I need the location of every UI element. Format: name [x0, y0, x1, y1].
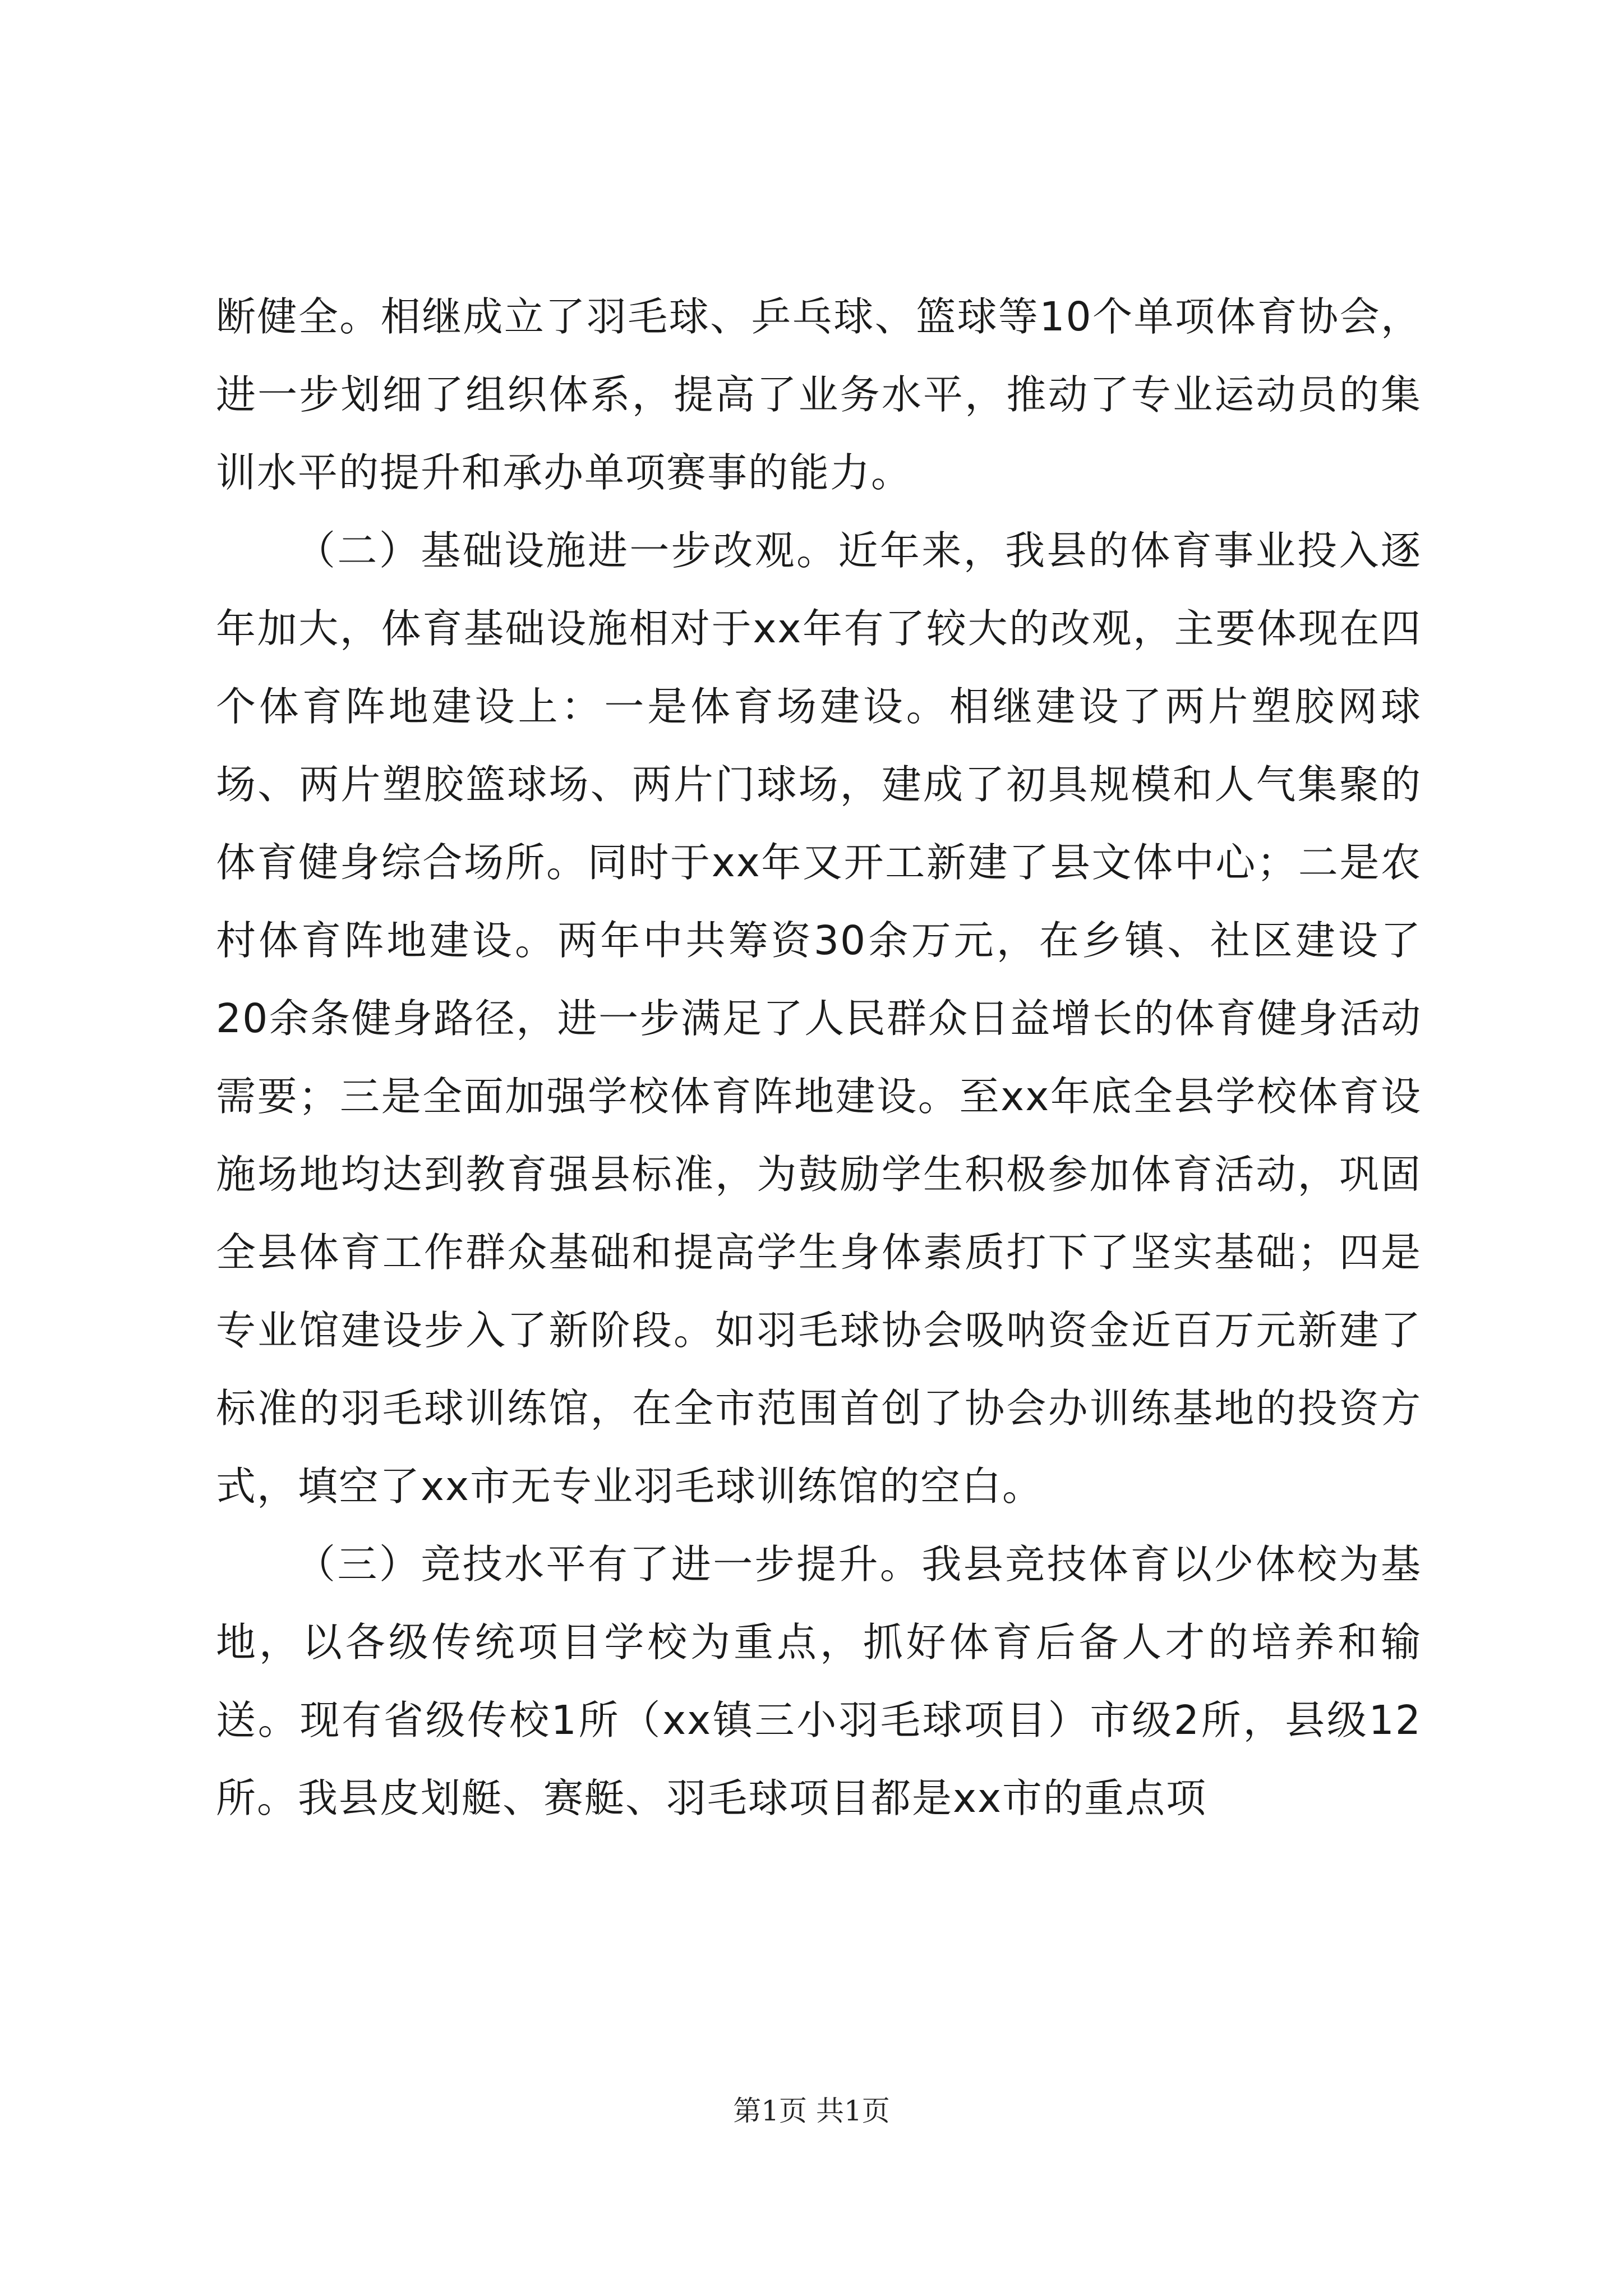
paragraph-3: （三）竞技水平有了进一步提升。我县竞技体育以少体校为基地，以各级传统项目学校为重点，抓好体育后备人才的培养和输送。现有省级传校1所（xx镇三小羽毛球项目）市级2所，县级12所。我县皮划艇、赛艇、羽毛球项目都是xx市的重点项	[216, 1541, 1422, 1821]
document-body	[216, 278, 1422, 1837]
paragraph-1: 断健全。相继成立了羽毛球、乒乓球、篮球等10个单项体育协会，进一步划细了组织体系，提高了业务水平，推动了专业运动员的集训水平的提升和承办单项赛事的能力。	[216, 293, 1422, 496]
paragraph-2: （二）基础设施进一步改观。近年来，我县的体育事业投入逐年加大，体育基础设施相对于xx年有了较大的改观，主要体现在四个体育阵地建设上：一是体育场建设。相继建设了两片塑胶网球场、两片塑胶篮球场、两片门球场，建成了初具规模和人气集聚的体育健身综合场所。同时于xx年又开工新建了县文体中心；二是农村体育阵地建设。两年中共筹资30余万元，在乡镇、社区建设了20余条健身路径，进一步满足了人民群众日益增长的体育健身活动需要；三是全面加强学校体育阵地建设。至xx年底全县学校体育设施场地均达到教育强县标准，为鼓励学生积极参加体育活动，巩固全县体育工作群众基础和提高学生身体素质打下了坚实基础；四是专业馆建设步入了新阶段。如羽毛球协会吸呐资金近百万元新建了标准的羽毛球训练馆，在全市范围首创了协会办训练基地的投资方式，填空了xx市无专业羽毛球训练馆的空白。	[216, 527, 1422, 1510]
page-footer: 第1页 共1页	[733, 2095, 890, 2127]
